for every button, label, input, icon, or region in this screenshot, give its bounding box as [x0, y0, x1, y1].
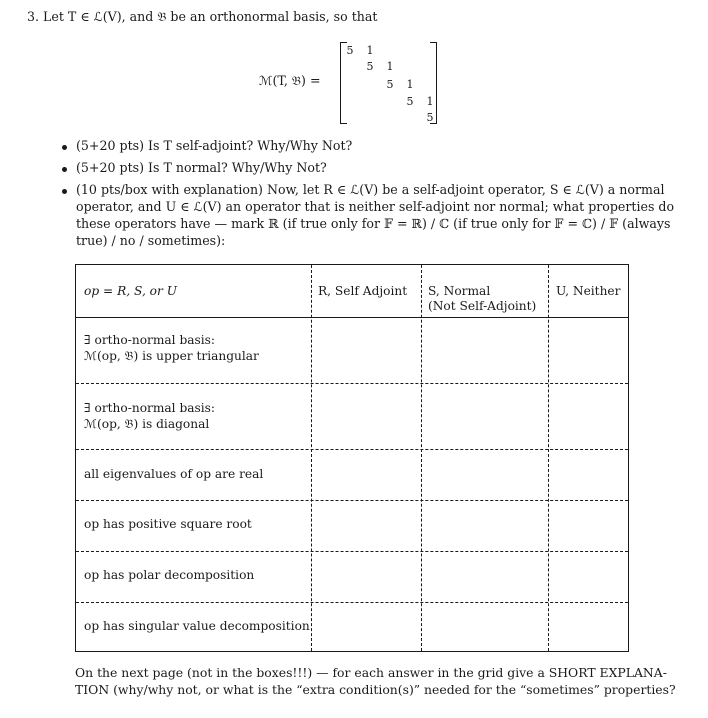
matrix-cell: 1: [426, 95, 434, 108]
bullet-self-adjoint-question: (5+20 pts) Is T self-adjoint? Why/Why Not?: [76, 138, 353, 153]
matrix-cell: 5: [366, 60, 374, 73]
row-divider: [76, 602, 628, 603]
matrix-cell: 5: [346, 44, 354, 57]
matrix-cell: 5: [426, 111, 434, 124]
bullet-marker: [62, 189, 67, 194]
matrix-label: ℳ(T, 𝔅) =: [259, 73, 321, 88]
row-label: ℳ(op, 𝔅) is upper triangular: [84, 349, 259, 363]
problem-text: Let T ∈ ℒ(V), and 𝔅 be an orthonormal basis, so that: [43, 9, 378, 24]
header-divider: [76, 317, 628, 318]
matrix-cell: 5: [386, 78, 394, 91]
matrix-cell: 1: [386, 60, 394, 73]
footer-instructions: [75, 664, 676, 698]
column-divider: [548, 265, 549, 651]
header-normal: S, Normal: [428, 284, 491, 298]
matrix-cell: 1: [406, 78, 414, 91]
footer-line: On the next page (not in the boxes!!!) — for each answer in the grid give a SHORT EXPLANA-: [75, 665, 667, 680]
problem-number: 3.: [27, 9, 40, 24]
column-divider: [311, 265, 312, 651]
properties-grid: [75, 264, 629, 652]
bullet-marker: [62, 167, 67, 172]
column-divider: [421, 265, 422, 651]
bullet-properties-line: true) / no / sometimes):: [76, 233, 226, 248]
header-self-adjoint: R, Self Adjoint: [318, 284, 408, 298]
matrix-cell: 1: [366, 44, 374, 57]
row-label: ℳ(op, 𝔅) is diagonal: [84, 417, 210, 431]
row-label: op has singular value decomposition: [84, 619, 310, 633]
header-op: op = R, S, or U: [84, 284, 177, 298]
bullet-marker: [62, 145, 67, 150]
header-neither: U, Neither: [556, 284, 621, 298]
row-label: ∃ ortho-normal basis:: [84, 333, 216, 347]
matrix-cell: 5: [406, 95, 414, 108]
row-divider: [76, 551, 628, 552]
row-label: all eigenvalues of op are real: [84, 467, 264, 481]
footer-line: TION (why/why not, or what is the “extra condition(s)” needed for the “sometimes” properties?: [75, 682, 676, 697]
row-divider: [76, 500, 628, 501]
bullet-properties-line: operator, and U ∈ ℒ(V) an operator that is neither self-adjoint nor normal; what properties do: [76, 199, 675, 214]
row-label: op has positive square root: [84, 517, 252, 531]
header-normal-note: (Not Self-Adjoint): [428, 299, 537, 313]
row-label: ∃ ortho-normal basis:: [84, 401, 216, 415]
row-label: op has polar decomposition: [84, 568, 255, 582]
row-divider: [76, 383, 628, 384]
bullet-properties-line: (10 pts/box with explanation) Now, let R ∈ ℒ(V) be a self-adjoint operator, S ∈ ℒ(V) a normal: [76, 182, 665, 197]
bullet-normal-question: (5+20 pts) Is T normal? Why/Why Not?: [76, 160, 327, 175]
bullet-properties-line: these operators have — mark ℝ (if true only for 𝔽 = ℝ) / ℂ (if true only for 𝔽 = ℂ) / 𝔽 (always: [76, 216, 671, 231]
row-divider: [76, 449, 628, 450]
problem-statement: [27, 9, 377, 25]
